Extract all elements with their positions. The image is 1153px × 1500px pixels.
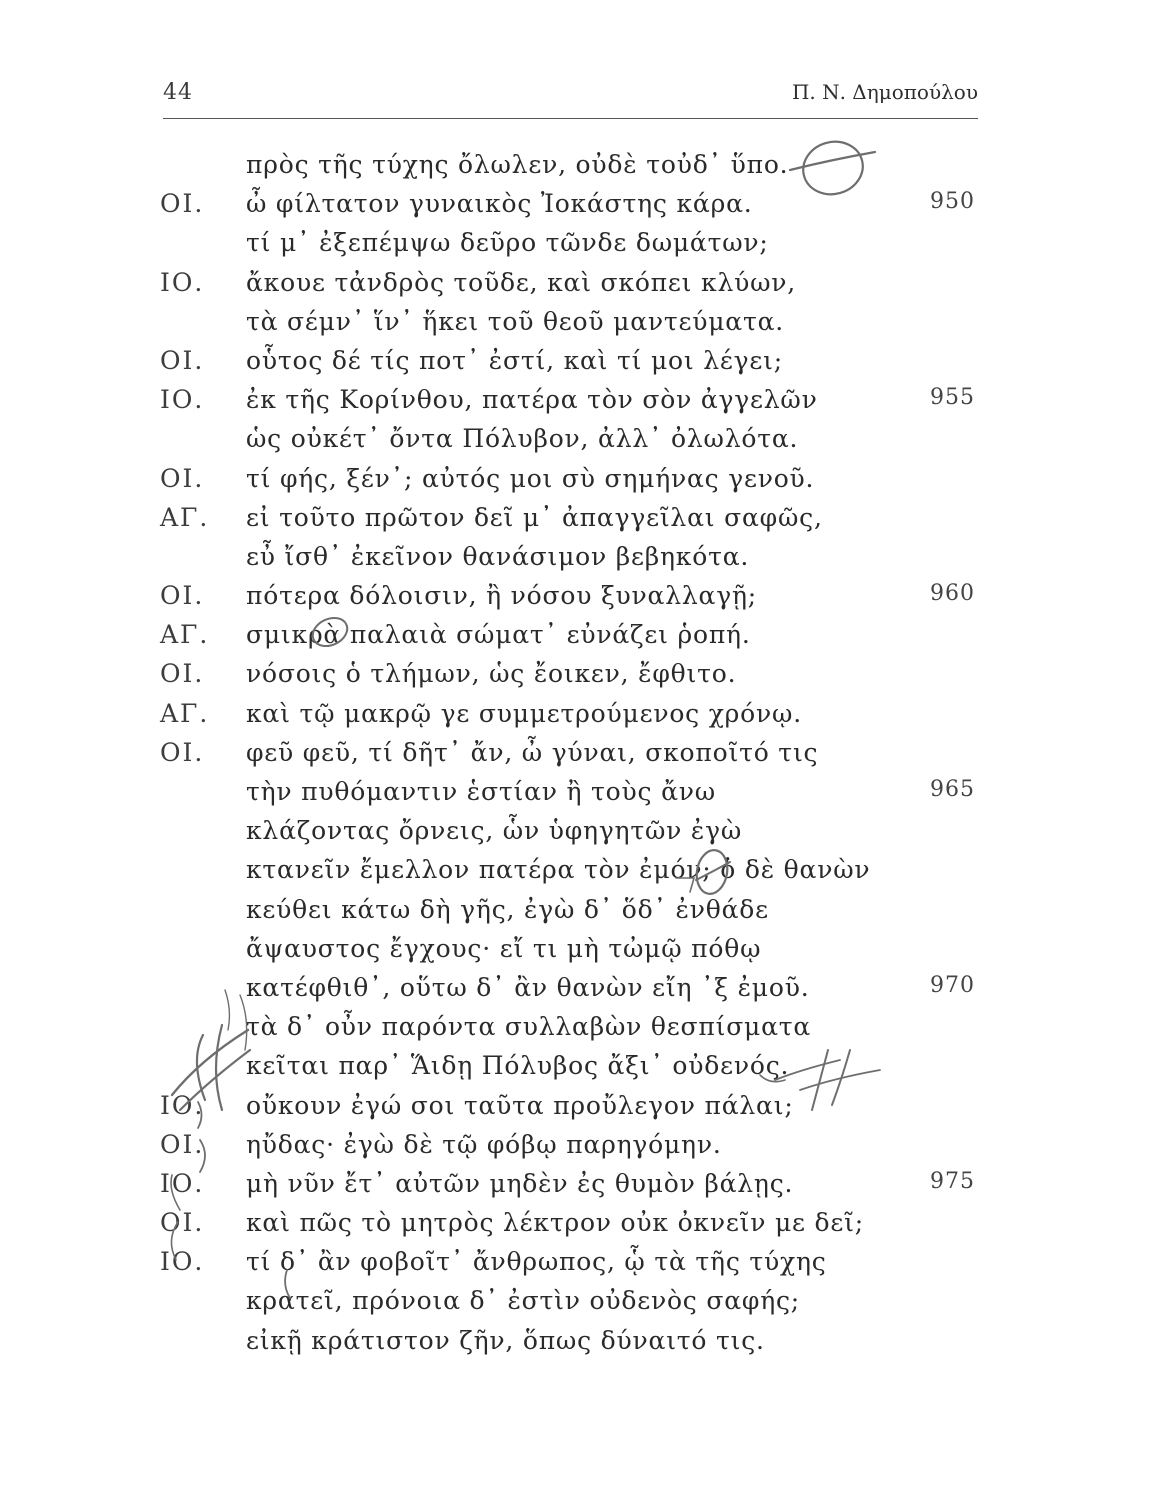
verse-line [0,424,1153,463]
verse-line [0,464,1153,503]
verse-text: σμικρὰ παλαιὰ σώματ᾽ εὐνάζει ῥοπή. [246,620,751,650]
speaker-label: ΙΟ. [160,1090,205,1120]
verse-text: νόσοις ὁ τλήμων, ὡς ἔοικεν, ἔφθιτο. [246,659,737,689]
verse-text: κεύθει κάτω δὴ γῆς, ἐγὼ δ᾽ ὅδ᾽ ἐνθάδε [246,894,769,924]
speaker-label: ΙΟ. [160,1168,205,1198]
verse-line [0,542,1153,581]
verse-line [0,738,1153,777]
verse-text: τί δ᾽ ἂν φοβοῖτ᾽ ἄνθρωπος, ᾧ τὰ τῆς τύχης [246,1247,827,1277]
verse-line [0,1091,1153,1130]
speaker-label: ΑΓ. [160,698,210,728]
speaker-label: ΙΟ. [160,1247,205,1277]
verse-line [0,307,1153,346]
speaker-label: ΟΙ. [160,1208,205,1238]
line-number: 955 [930,385,975,411]
verse-text: ἐκ τῆς Κορίνθου, πατέρα τὸν σὸν ἀγγελῶν [246,385,818,415]
verse-text: φεῦ φεῦ, τί δῆτ᾽ ἄν, ὦ γύναι, σκοποῖτό τις [246,737,819,767]
verse-line [0,699,1153,738]
verse-text: πότερα δόλοισιν, ἢ νόσου ξυναλλαγῇ; [246,581,757,611]
verse-line [0,1051,1153,1090]
line-number: 975 [930,1168,975,1194]
speaker-label: ΙΟ. [160,267,205,297]
verse-text: ὡς οὐκέτ᾽ ὄντα Πόλυβον, ἀλλ᾽ ὀλωλότα. [246,424,799,454]
speaker-label: ΑΓ. [160,502,210,532]
verse-line [0,659,1153,698]
verse-line [0,346,1153,385]
verse-line [0,895,1153,934]
verse-line [0,503,1153,542]
verse-line [0,581,1153,620]
verse-line [0,189,1153,228]
verse-text: τί φής, ξέν᾽; αὐτός μοι σὺ σημήνας γενοῦ. [246,463,815,493]
verse-line [0,973,1153,1012]
verse-line [0,1247,1153,1286]
verse-line [0,268,1153,307]
verse-text: τὰ σέμν᾽ ἵν᾽ ἥκει τοῦ θεοῦ μαντεύματα. [246,306,785,336]
line-number: 970 [930,972,975,998]
verse-text: εἰκῇ κράτιστον ζῆν, ὅπως δύναιτό τις. [246,1325,765,1355]
verse-text: καὶ τῷ μακρῷ γε συμμετρούμενος χρόνῳ. [246,698,802,728]
line-number: 950 [930,189,975,215]
verse-text: κεῖται παρ᾽ Ἅιδῃ Πόλυβος ἄξι᾽ οὐδενός. [246,1051,790,1081]
verse-line [0,1130,1153,1169]
verse-text: ἄψαυστος ἔγχους· εἴ τι μὴ τὠμῷ πόθῳ [246,933,762,963]
verse-line [0,228,1153,267]
header-rule [163,118,978,119]
speaker-label: ΟΙ. [160,737,205,767]
speaker-label: ΟΙ. [160,189,205,219]
speaker-label: ΙΟ. [160,385,205,415]
speaker-label: ΟΙ. [160,345,205,375]
verse-text: πρὸς τῆς τύχης ὄλωλεν, οὐδὲ τοὐδ᾽ ὕπο. [246,150,789,179]
speaker-label: ΟΙ. [160,581,205,611]
speaker-label: ΑΓ. [160,620,210,650]
verse-line [0,620,1153,659]
page-number: 44 [163,80,193,105]
speaker-label: ΟΙ. [160,463,205,493]
verse-line [0,385,1153,424]
verse-text: εἰ τοῦτο πρῶτον δεῖ μ᾽ ἀπαγγεῖλαι σαφῶς, [246,502,823,532]
verse-line [0,1326,1153,1365]
verse-text: τὴν πυθόμαντιν ἑστίαν ἢ τοὺς ἄνω [246,777,716,806]
verse-text: τί μ᾽ ἐξεπέμψω δεῦρο τῶνδε δωμάτων; [246,228,769,258]
verse-line [0,855,1153,894]
verse-text: ὦ φίλτατον γυναικὸς Ἰοκάστης κάρα. [246,189,753,219]
verse-text: τὰ δ᾽ οὖν παρόντα συλλαβὼν θεσπίσματα [246,1012,812,1042]
verse-line [0,816,1153,855]
speaker-label: ΟΙ. [160,1129,205,1159]
verse-text: κατέφθιθ᾽, οὕτω δ᾽ ἂν θανὼν εἴη ᾽ξ ἐμοῦ. [246,972,810,1002]
verse-text: κρατεῖ, πρόνοια δ᾽ ἐστὶν οὐδενὸς σαφής; [246,1286,801,1316]
page-header [163,80,978,114]
running-head: Π. Ν. Δημοπούλου [791,80,978,104]
verse-text: ἄκουε τἀνδρὸς τοῦδε, καὶ σκόπει κλύων, [246,267,797,297]
verse-line [0,934,1153,973]
verse-block [0,150,1153,1365]
verse-line [0,1208,1153,1247]
verse-text: κτανεῖν ἔμελλον πατέρα τὸν ἐμόν; ὁ δὲ θανὼν [246,855,871,885]
verse-line [0,1169,1153,1208]
verse-text: εὖ ἴσθ᾽ ἐκεῖνον θανάσιμον βεβηκότα. [246,541,750,571]
verse-text: ηὔδας· ἐγὼ δὲ τῷ φόβῳ παρηγόμην. [246,1129,722,1159]
verse-line [0,150,1153,189]
speaker-label: ΟΙ. [160,659,205,689]
line-number: 965 [930,777,975,802]
verse-line [0,1012,1153,1051]
verse-text: μὴ νῦν ἔτ᾽ αὐτῶν μηδὲν ἐς θυμὸν βάλῃς. [246,1168,794,1198]
verse-text: κλάζοντας ὄρνεις, ὧν ὑφηγητῶν ἐγὼ [246,816,743,846]
line-number: 960 [930,581,975,607]
verse-text: οὔκουν ἐγώ σοι ταῦτα προὔλεγον πάλαι; [246,1090,794,1120]
verse-text: καὶ πῶς τὸ μητρὸς λέκτρον οὐκ ὀκνεῖν με δεῖ; [246,1208,864,1238]
verse-line [0,1286,1153,1325]
verse-text: οὗτος δέ τίς ποτ᾽ ἐστί, καὶ τί μοι λέγει; [246,345,783,375]
verse-line [0,777,1153,816]
